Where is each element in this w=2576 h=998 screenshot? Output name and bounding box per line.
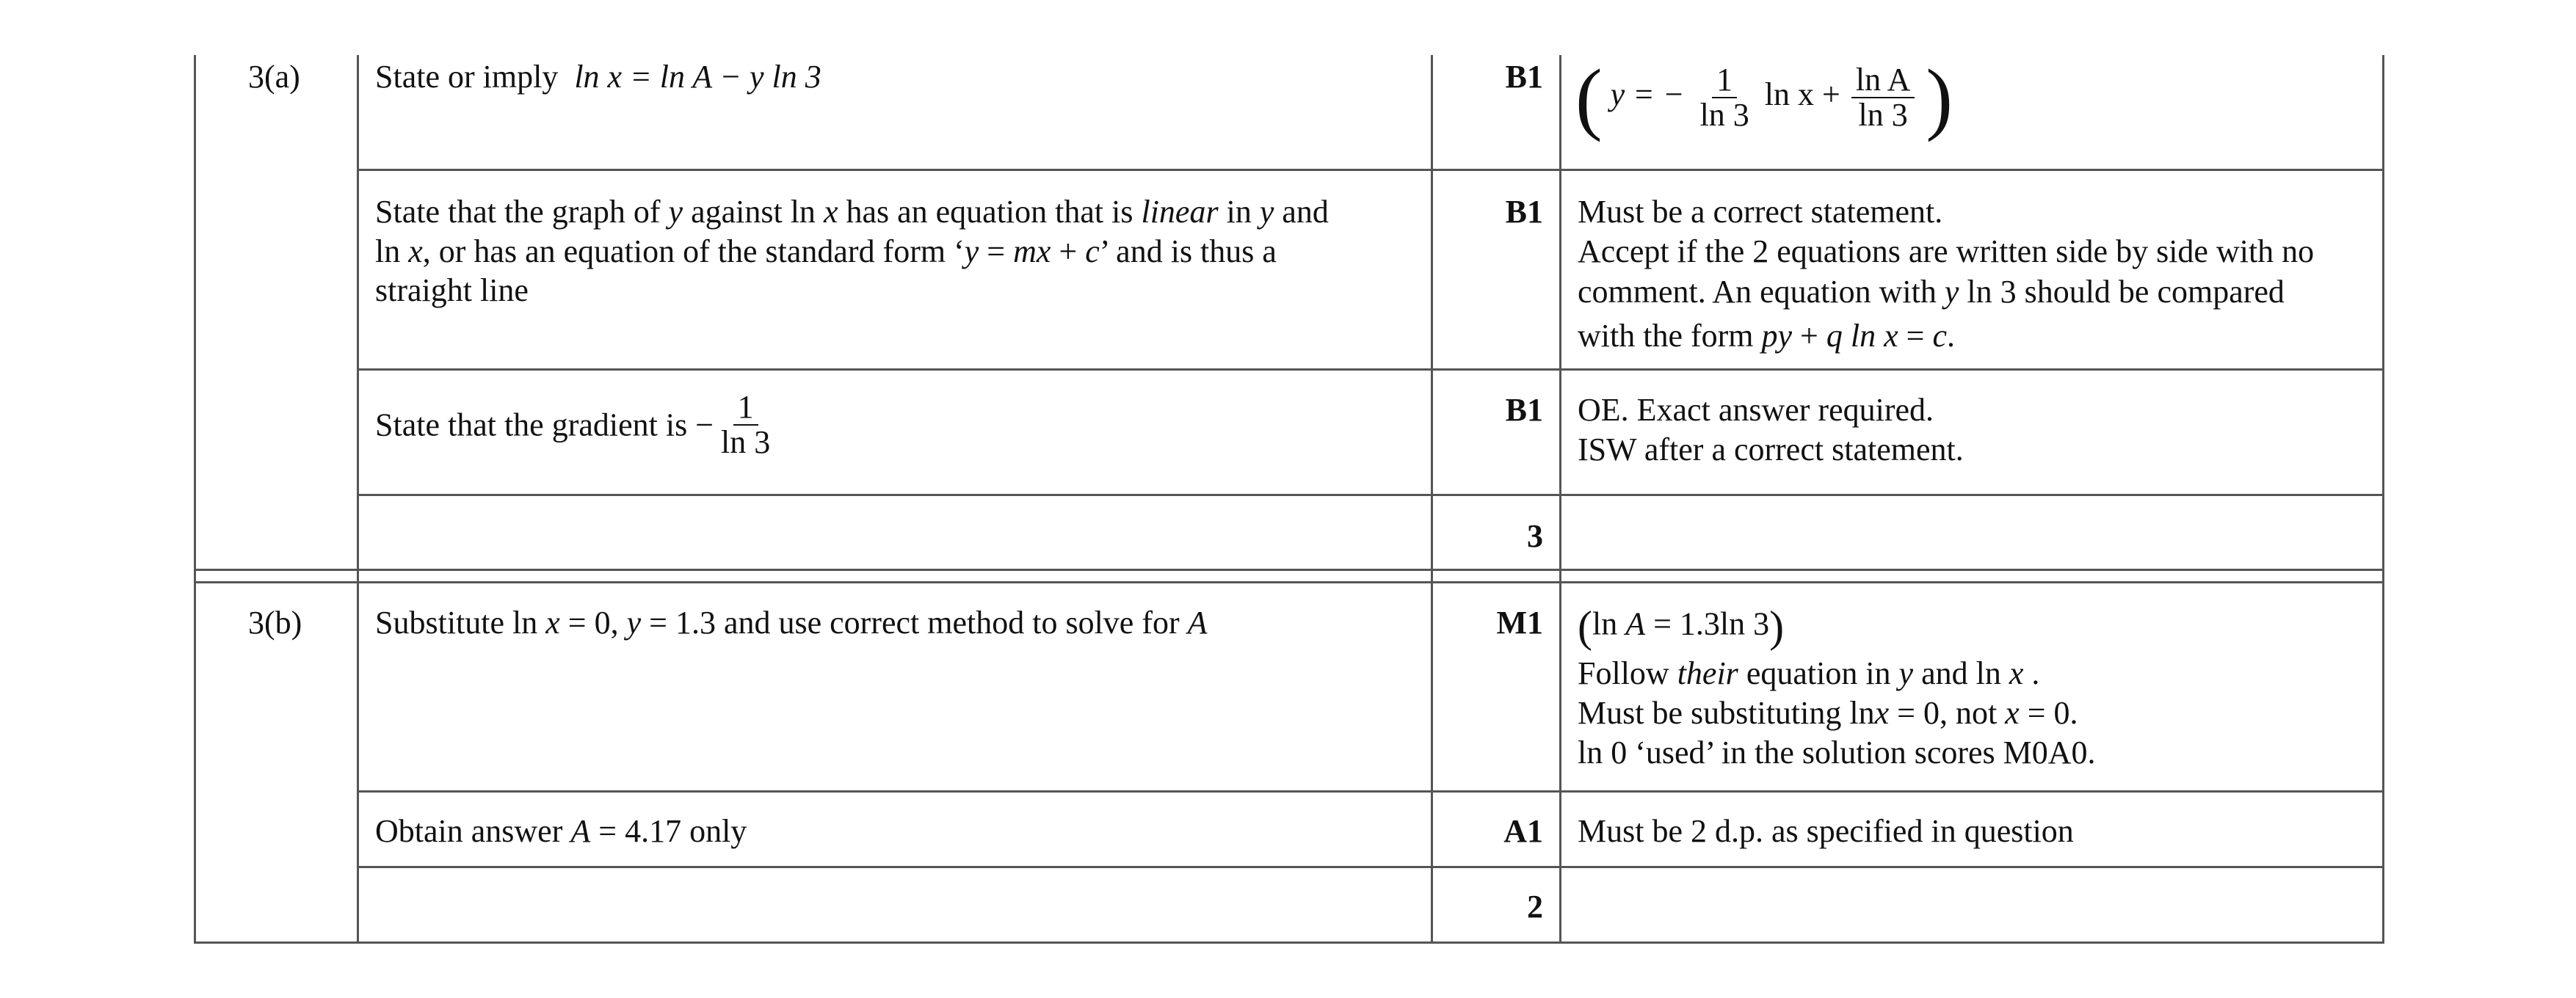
- fraction: $\frac{1}{\ln 3}$: [1699, 61, 1749, 133]
- mark-3b-row2: A1: [1503, 813, 1543, 849]
- row-divider: [357, 494, 2384, 496]
- fraction: $\frac{\text{ln A}}{\ln 3}$: [1851, 63, 1915, 132]
- fraction: $\frac{1}{\ln 3}$: [721, 389, 771, 461]
- guidance-3b-row2: Must be 2 d.p. as specified in question: [1578, 813, 2074, 849]
- row-divider: [357, 169, 2384, 171]
- table-left-border: [194, 55, 196, 944]
- guidance-3a-row1: ( y = − $\frac{1}{\ln 3}$ ln x + $\frac{\text{ln A}}{\ln 3}$ ): [1575, 53, 1953, 142]
- part-divider-bottom: [194, 581, 2384, 583]
- table-bottom-border: [194, 941, 2384, 944]
- row-divider: [357, 790, 2384, 793]
- guidance-3b-row1: (ln A = 1.3ln 3) Follow their equation in y and ln x . Must be substituting lnx = 0, not x = 0. ln 0 ‘used’ in the solution scores M0A0.: [1578, 602, 2096, 771]
- answer-3b-row2: Obtain answer A = 4.17 only: [375, 813, 747, 849]
- total-3b: 2: [1527, 889, 1543, 925]
- answer-3b-row1: Substitute ln x = 0, y = 1.3 and use correct method to solve for A: [375, 605, 1208, 641]
- mark-3a-row1: B1: [1505, 59, 1543, 95]
- mark-3b-row1: M1: [1496, 605, 1543, 641]
- mark-3a-row3: B1: [1505, 392, 1543, 428]
- question-label-3a: 3(a): [248, 59, 300, 95]
- row-divider: [357, 866, 2384, 868]
- column-divider-answer: [1431, 55, 1433, 944]
- question-label-3b: 3(b): [248, 605, 302, 641]
- answer-3a-row2: State that the graph of y against ln x has an equation that is linear in y and ln x, or has an equation of the standard form ‘y = mx + c’ and is thus a straight line: [375, 194, 1329, 309]
- part-divider-top: [194, 569, 2384, 571]
- total-3a: 3: [1527, 518, 1543, 554]
- equation: ln x = ln A − y ln 3: [574, 59, 821, 95]
- answer-3a-row3: State that the gradient is − $\frac{1}{\ln 3}$: [375, 390, 777, 459]
- column-divider-marks: [1559, 55, 1561, 944]
- mark-3a-row2: B1: [1505, 194, 1543, 230]
- guidance-3a-row3: OE. Exact answer required. ISW after a correct statement.: [1578, 392, 1964, 467]
- guidance-3a-row2: Must be a correct statement. Accept if the 2 equations are written side by side with no comment. An equation with y ln 3 should be compared with the form py + q ln x = c.: [1578, 194, 2315, 354]
- answer-3a-row1: State or imply ln x = ln A − y ln 3: [375, 59, 821, 95]
- table-right-border: [2382, 55, 2384, 944]
- column-divider-question: [357, 55, 359, 944]
- row-divider: [357, 368, 2384, 371]
